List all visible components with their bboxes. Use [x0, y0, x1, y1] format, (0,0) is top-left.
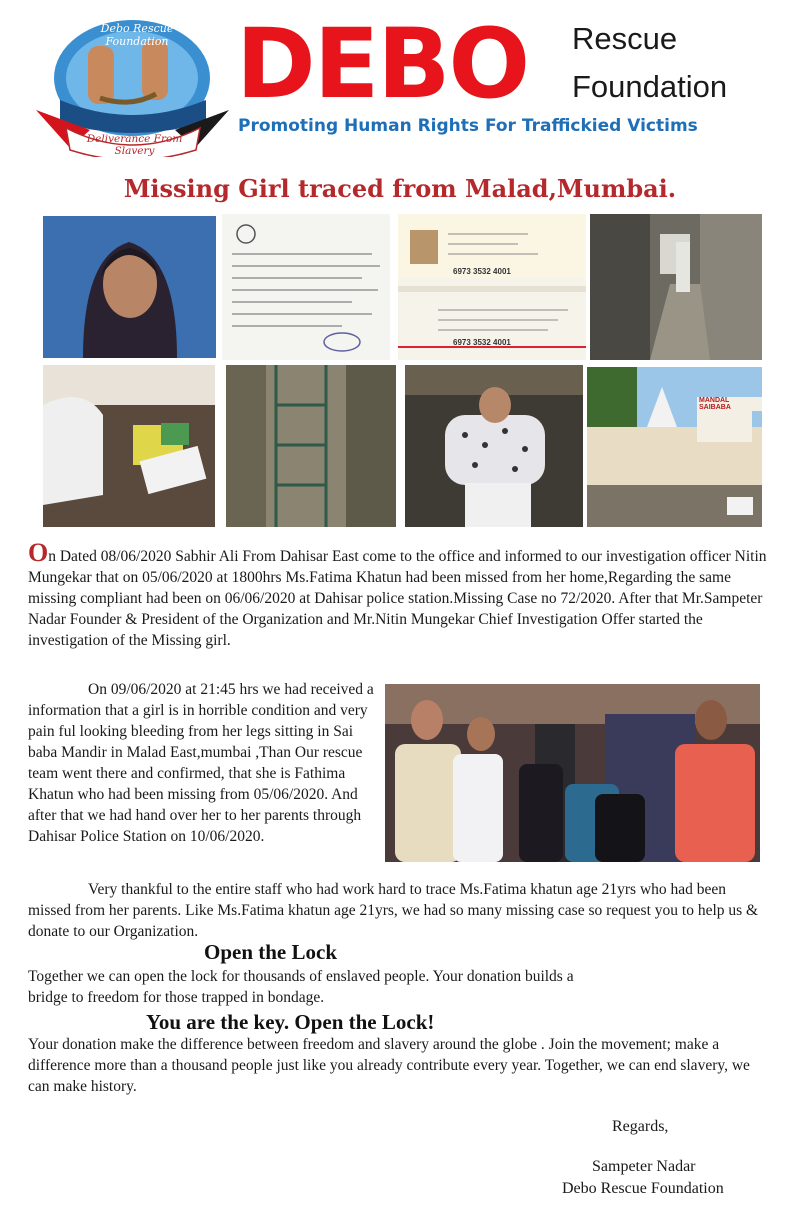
heading-you-are-key: You are the key. Open the Lock! [146, 1010, 435, 1034]
paragraph-complaint-text: n Dated 08/06/2020 Sabhir Ali From Dahisar East come to the office and informed to our investigation officer Nitin Mungekar that on 05/06/2020 at 1800hrs Ms.Fatima Khatun had been missed from her home,Regarding the same missing compliant had been on 06/06/2020 at Dahisar police station.Missing Case no 72/2020. After that Mr.Sampeter Nadar Founder & President of the Organization and Mr.Nitin Mungekar Chief Investigation Offer started the investigation of the Missing girl. [28, 548, 767, 649]
group-reunion-photo [385, 684, 760, 862]
police-complaint-document [222, 214, 390, 360]
paragraph-movement: Your donation make the difference between freedom and slavery around the globe . Join the movement; make a difference more than a thousand people just like you already contribute every year. Together, we can end slavery, we can make history. [28, 1036, 750, 1095]
tagline: Promoting Human Rights For Traffickied Victims [238, 116, 698, 136]
girl-portrait-photo [43, 216, 216, 358]
temple-street-photo [587, 367, 762, 527]
paragraph-donation: Together we can open the lock for thousands of enslaved people. Your donation builds a bridge to freedom for those trapped in bondage. [28, 968, 574, 1006]
aadhaar-number-top: 6973 3532 4001 [453, 267, 511, 276]
signature-org: Debo Rescue Foundation [562, 1180, 724, 1197]
aadhaar-number-bottom: 6973 3532 4001 [453, 338, 511, 347]
staircase-photo [226, 365, 396, 527]
dropcap: O [28, 538, 49, 567]
brand-foundation: Foundation [572, 69, 728, 104]
signature-name: Sampeter Nadar [592, 1158, 696, 1175]
paragraph-rescue: On 09/06/2020 at 21:45 hrs we had received a information that a girl is in horrible condition and very pain ful looking bleeding from her legs sitting in Sai baba Mandir in Malad East,mumbai ,Than Our rescue team went there and confirmed, that she is Fathima Khatun who had been missing from 05/06/2020. And after that we had hand over her to her parents through Dahisar Police Station on 10/06/2020. [28, 681, 374, 845]
paragraph-complaint [28, 538, 768, 651]
paragraph-thanks: Very thankful to the entire staff who had work hard to trace Ms.Fatima khatun age 21yrs who had been missed from her parents. Like Ms.Fatima khatun age 21yrs, we had so many missing case so request you to help us & donate to our Organization. [28, 881, 759, 940]
foundation-logo [30, 12, 235, 157]
heading-open-lock: Open the Lock [204, 940, 338, 964]
logo-ring-text: Debo Rescue Foundation [100, 22, 174, 48]
checking-photo-scene [43, 365, 215, 527]
logo-banner-text: Deliverance From Slavery [86, 133, 183, 157]
signature-regards: Regards, [612, 1118, 669, 1135]
street-scene-photo [590, 214, 762, 360]
brand-rescue: Rescue [572, 21, 678, 56]
officer-on-stairs-photo [405, 365, 583, 527]
brand-debo: DEBO [236, 8, 529, 120]
aadhaar-card-document [398, 214, 586, 360]
page-headline: Missing Girl traced from Malad,Mumbai. [123, 174, 677, 203]
temple-sign: MANDAL SAIBABA [699, 397, 762, 411]
